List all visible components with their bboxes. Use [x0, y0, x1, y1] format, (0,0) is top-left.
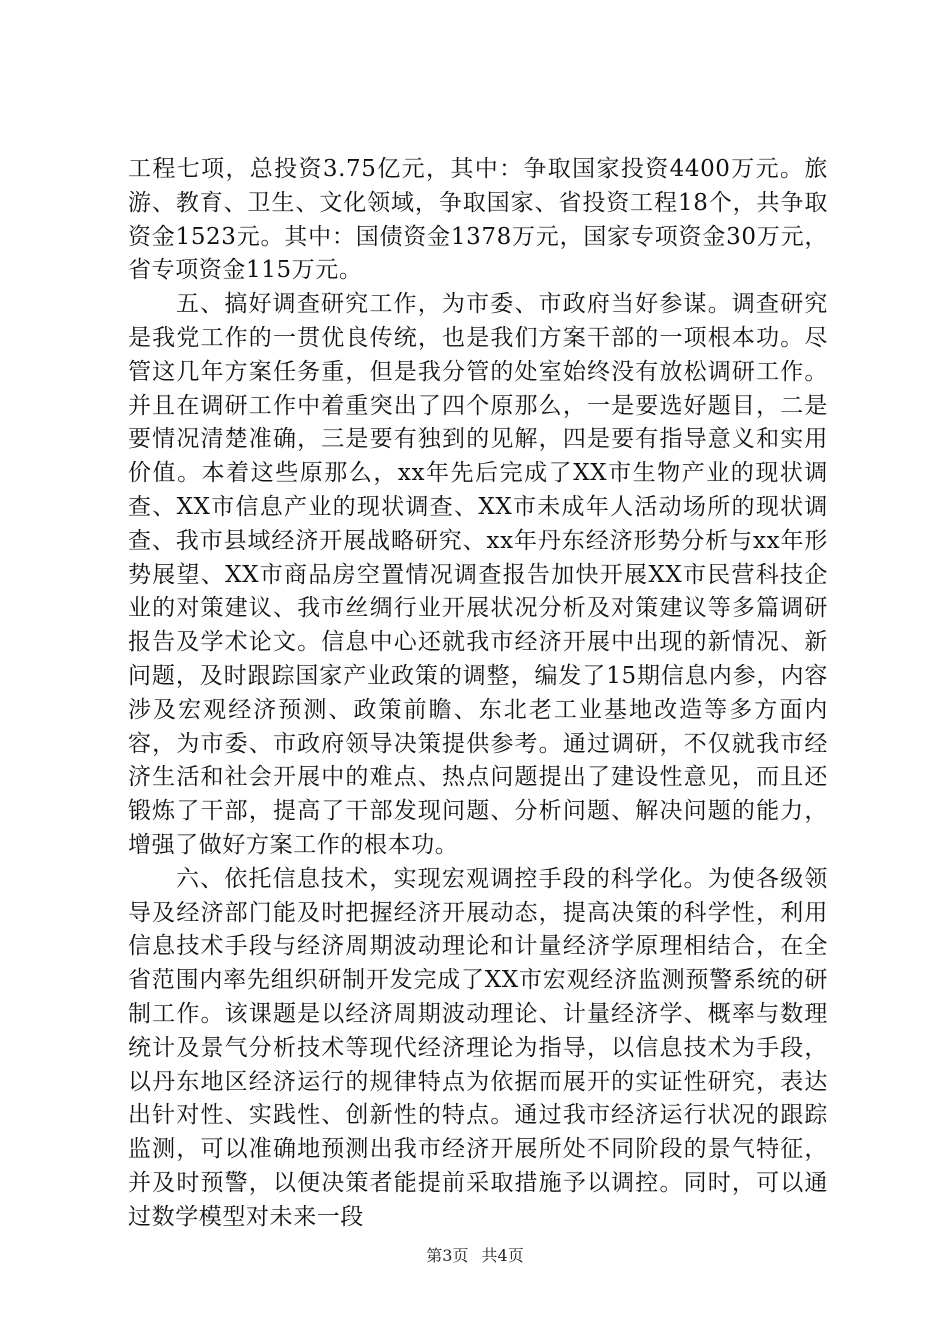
page-footer [0, 1243, 950, 1266]
page-total: 共4页 [481, 1246, 524, 1265]
paragraph-research-work: 五、搞好调查研究工作，为市委、市政府当好参谋。调查研究是我党工作的一贯优良传统，也是我们方案干部的一项根本功。尽管这几年方案任务重，但是我分管的处室始终没有放松调研工作。并且在调研工作中着重突出了四个原那么，一是要选好题目，二是要情况清楚准确，三是要有独到的见解，四是要有指导意义和实用价值。本着这些原那么，xx年先后完成了XX市生物产业的现状调查、XX市信息产业的现状调查、XX市未成年人活动场所的现状调查、我市县域经济开展战略研究、xx年丹东经济形势分析与xx年形势展望、XX市商品房空置情况调查报告加快开展XX市民营科技企业的对策建议、我市丝绸行业开展状况分析及对策建议等多篇调研报告及学术论文。信息中心还就我市经济开展中出现的新情况、新问题，及时跟踪国家产业政策的调整，编发了15期信息内参，内容涉及宏观经济预测、政策前瞻、东北老工业基地改造等多方面内容，为市委、市政府领导决策提供参考。通过调研，不仅就我市经济生活和社会开展中的难点、热点问题提出了建设性意见，而且还锻炼了干部，提高了干部发现问题、分析问题、解决问题的能力，增强了做好方案工作的根本功。 [128, 291, 828, 858]
paragraph-information-technology: 六、依托信息技术，实现宏观调控手段的科学化。为使各级领导及经济部门能及时把握经济开展动态，提高决策的科学性，利用信息技术手段与经济周期波动理论和计量经济学原理相结合，在全省范围内率先组织研制开发完成了XX市宏观经济监测预警系统的研制工作。该课题是以经济周期波动理论、计量经济学、概率与数理统计及景气分析技术等现代经济理论为指导，以信息技术为手段，以丹东地区经济运行的规律特点为依据而展开的实证性研究，表达出针对性、实践性、创新性的特点。通过我市经济运行状况的跟踪监测，可以准确地预测出我市经济开展所处不同阶段的景气特征，并及时预警，以便决策者能提前采取措施予以调控。同时，可以通过数学模型对未来一段 [128, 865, 828, 1230]
document-body [128, 153, 828, 1235]
page-number: 第3页 [426, 1246, 469, 1265]
paragraph-investment-summary: 工程七项，总投资3.75亿元，其中：争取国家投资4400万元。旅游、教育、卫生、文化领域，争取国家、省投资工程18个，共争取资金1523元。其中：国债资金1378万元，国家专项资金30万元，省专项资金115万元。 [128, 156, 828, 284]
